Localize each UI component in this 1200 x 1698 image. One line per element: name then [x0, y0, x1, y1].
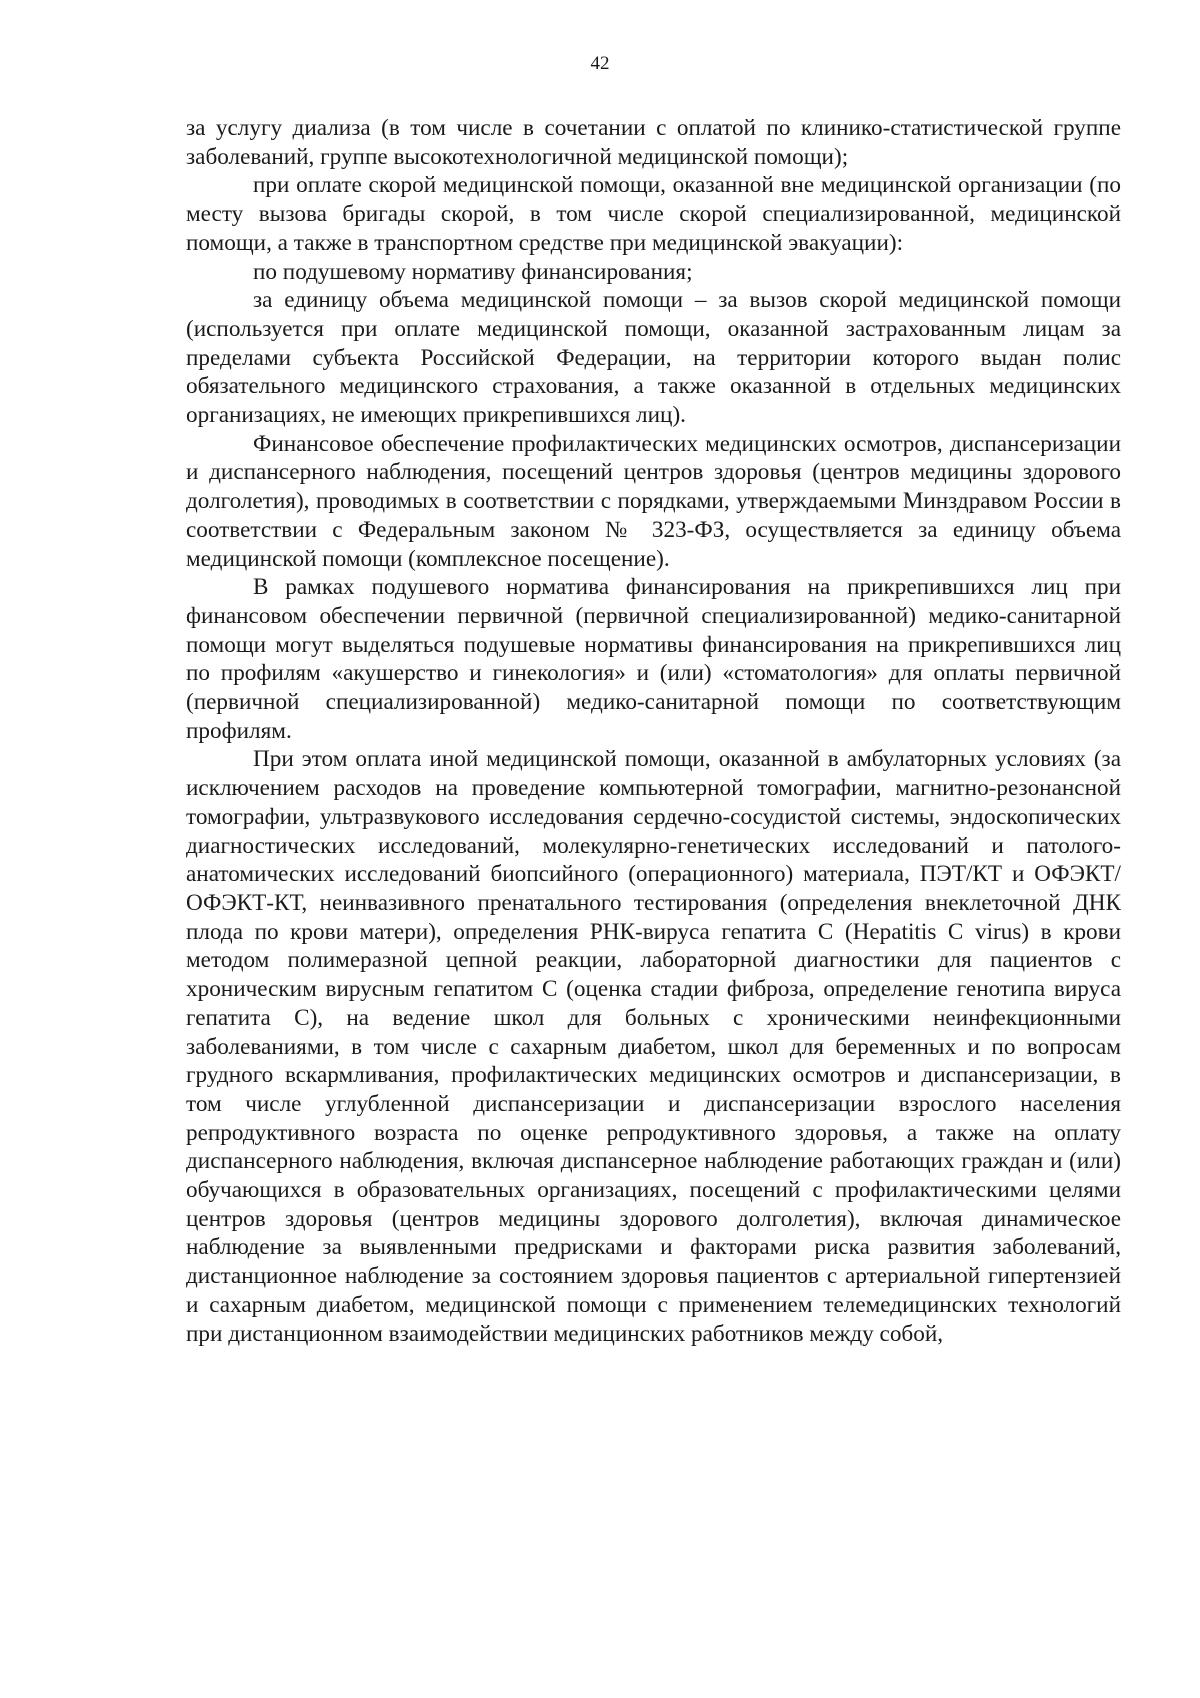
document-body [186, 114, 1121, 1348]
paragraph-per-capita-standard: по подушевому нормативу финансирования; [253, 258, 693, 285]
paragraph-attached-persons-standards: В рамках подушевого норматива финансирования на прикрепившихся лиц при финансовом обеспечении первичной (первичной специализированной) медико-санитарной помощи могут выделяться подушевые нормативы финансирования на прикрепившихся лиц по профилям «акушерство и гинекология» и (или) «стоматология» для оплаты первичной (первичной специализированной) медико-санитарной помощи по соответствующим профилям. [186, 574, 1121, 744]
paragraph-per-unit-volume: за единицу объема медицинской помощи – за вызов скорой медицинской помощи (используется при оплате медицинской помощи, оказанной застрахованным лицам за пределами субъекта Российской Федерации, на территории которого выдан полис обязательного медицинского страхования, а также оказанной в отдельных медицинских организациях, не имеющих прикрепившихся лиц). [186, 287, 1121, 429]
paragraph-preventive-exams-financing: Финансовое обеспечение профилактических медицинских осмотров, диспансеризации и диспансерного наблюдения, посещений центров здоровья (центров медицины здорового долголетия), проводимых в соответствии с порядками, утверждаемыми Минздравом России в соответствии с Федеральным законом № 323-ФЗ, осуществляется за единицу объема медицинской помощи (комплексное посещение). [186, 430, 1121, 572]
paragraph-dialysis-payment: за услугу диализа (в том числе в сочетании с оплатой по клинико-статистической группе заболеваний, группе высокотехнологичной медицинской помощи); [186, 115, 1121, 170]
paragraph-outpatient-care-payment: При этом оплата иной медицинской помощи, оказанной в амбулаторных условиях (за исключением расходов на проведение компьютерной томографии, магнитно-резонансной томографии, ультразвукового исследования сердечно-сосудистой системы, эндоскопических диагностических исследований, молекулярно-генетических исследований и патолого-анатомических исследований биопсийного (операционного) материала, ПЭТ/КТ и ОФЭКТ/ОФЭКТ-КТ, неинвазивного пренатального тестирования (определения внеклеточной ДНК плода по крови матери), определения РНК-вируса гепатита С (Hepatitis C virus) в крови методом полимеразной цепной реакции, лабораторной диагностики для пациентов с хроническим вирусным гепатитом С (оценка стадии фиброза, определение генотипа вируса гепатита С), на ведение школ для больных с хроническими неинфекционными заболеваниями, в том числе с сахарным диабетом, школ для беременных и по вопросам грудного вскармливания, профилактических медицинских осмотров и диспансеризации, в том числе углубленной диспансеризации и диспансеризации взрослого населения репродуктивного возраста по оценке репродуктивного здоровья, а также на оплату диспансерного наблюдения, включая диспансерное наблюдение работающих граждан и (или) обучающихся в образовательных организациях, посещений с профилактическими целями центров здоровья (центров медицины здорового долголетия), включая динамическое наблюдение за выявленными предрисками и факторами риска развития заболеваний, дистанционное наблюдение за состоянием здоровья пациентов с артериальной гипертензией и сахарным диабетом, медицинской помощи с применением телемедицинских технологий при дистанционном взаимодействии медицинских работников между собой, [186, 746, 1121, 1347]
page-number: 42 [590, 53, 610, 74]
paragraph-emergency-care-payment: при оплате скорой медицинской помощи, оказанной вне медицинской организации (по месту вызова бригады скорой, в том числе скорой специализированной, медицинской помощи, а также в транспортном средстве при медицинской эвакуации): [186, 172, 1121, 256]
